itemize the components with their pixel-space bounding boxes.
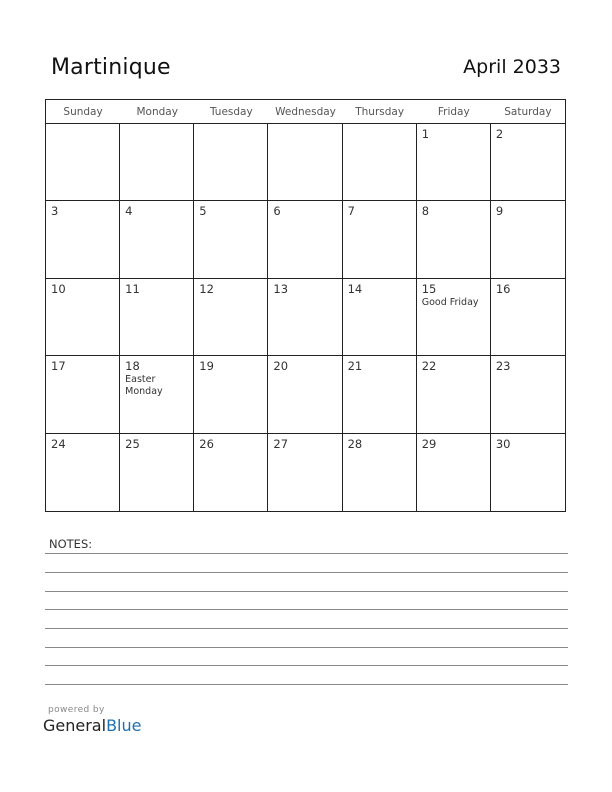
brand-blue: Blue — [106, 716, 142, 735]
day-number: 15 — [421, 281, 437, 296]
calendar-month-year: April 2033 — [463, 56, 561, 78]
day-number: 5 — [199, 204, 207, 219]
day-number: 26 — [199, 436, 214, 451]
holiday-label: Good Friday — [421, 296, 479, 308]
day-cell — [491, 356, 565, 433]
day-number: 25 — [125, 436, 140, 451]
day-cell — [343, 201, 417, 278]
day-number: 20 — [273, 359, 289, 374]
day-number: 11 — [125, 281, 140, 296]
day-number: 8 — [421, 204, 430, 219]
weekday-header: Tuesday — [194, 100, 268, 124]
day-number: 4 — [125, 204, 133, 219]
day-number: 9 — [495, 204, 504, 219]
holiday-label: Easter Monday — [125, 374, 163, 398]
day-number: 19 — [199, 359, 214, 374]
brand-general: General — [43, 716, 107, 735]
weekday-header: Saturday — [491, 100, 565, 124]
day-number: 14 — [347, 281, 363, 296]
day-cell — [268, 201, 342, 278]
day-cell — [194, 124, 268, 201]
day-cell — [417, 279, 491, 356]
day-cell — [343, 356, 417, 433]
day-number: 18 — [125, 359, 140, 374]
note-line — [45, 684, 568, 685]
day-cell — [491, 124, 565, 201]
day-cell — [491, 201, 565, 278]
generalblue-logo — [43, 716, 141, 735]
day-cell — [194, 279, 268, 356]
note-line — [45, 647, 568, 648]
weekday-header: Sunday — [46, 100, 120, 124]
day-cell — [46, 434, 120, 511]
day-cell — [268, 434, 342, 511]
day-number: 3 — [51, 204, 59, 219]
day-number: 13 — [273, 281, 289, 296]
day-cell — [417, 124, 491, 201]
day-cell — [120, 279, 194, 356]
note-line — [45, 609, 568, 610]
day-number: 10 — [51, 281, 66, 296]
day-cell — [491, 434, 565, 511]
day-cell — [268, 279, 342, 356]
day-cell — [120, 201, 194, 278]
day-cell — [46, 356, 120, 433]
day-cell — [46, 201, 120, 278]
day-cell — [417, 356, 491, 433]
day-cell — [417, 434, 491, 511]
day-cell — [194, 356, 268, 433]
weekday-header: Friday — [417, 100, 491, 124]
powered-by-text: powered by — [48, 705, 105, 715]
day-number: 23 — [495, 359, 511, 374]
day-cell — [343, 279, 417, 356]
day-number: 22 — [421, 359, 437, 374]
note-line — [45, 572, 568, 573]
day-number: 28 — [347, 436, 363, 451]
day-number: 27 — [273, 436, 289, 451]
calendar-grid — [45, 99, 566, 512]
calendar-country-title: Martinique — [51, 55, 171, 80]
day-number: 6 — [273, 204, 281, 219]
day-cell — [268, 124, 342, 201]
notes-label: NOTES: — [49, 537, 93, 551]
weekday-header: Thursday — [343, 100, 417, 124]
day-number: 2 — [495, 127, 504, 141]
day-number: 30 — [495, 436, 511, 451]
note-line — [45, 591, 568, 592]
day-cell — [120, 356, 194, 433]
note-line — [45, 665, 568, 666]
day-number: 1 — [421, 127, 430, 141]
day-number: 21 — [347, 359, 363, 374]
day-number: 17 — [51, 359, 66, 374]
weekday-header: Monday — [120, 100, 194, 124]
day-cell — [194, 201, 268, 278]
day-number: 7 — [347, 204, 355, 219]
note-line — [45, 553, 568, 554]
day-cell — [491, 279, 565, 356]
day-cell — [343, 434, 417, 511]
day-number: 24 — [51, 436, 66, 451]
day-cell — [46, 279, 120, 356]
day-cell — [120, 124, 194, 201]
day-number: 29 — [421, 436, 437, 451]
weekday-header: Wednesday — [268, 100, 342, 124]
day-cell — [268, 356, 342, 433]
day-cell — [417, 201, 491, 278]
day-cell — [343, 124, 417, 201]
note-line — [45, 628, 568, 629]
day-cell — [46, 124, 120, 201]
day-cell — [120, 434, 194, 511]
day-number: 12 — [199, 281, 214, 296]
day-cell — [194, 434, 268, 511]
day-number: 16 — [495, 281, 511, 296]
